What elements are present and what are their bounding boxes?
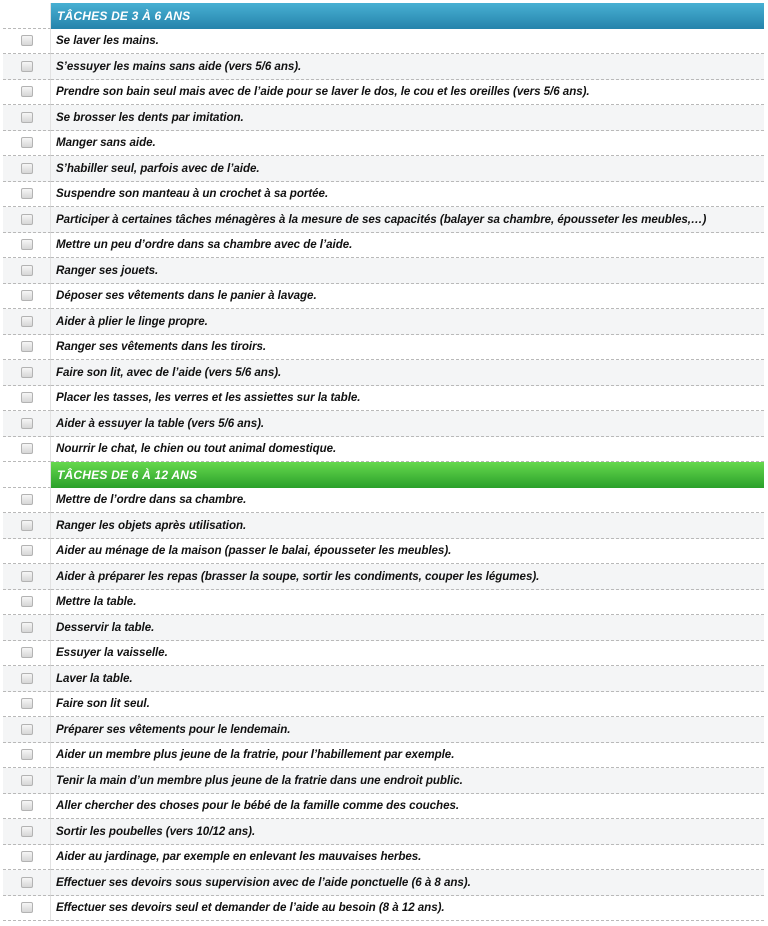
checkbox-cell: [3, 360, 51, 386]
task-label: Effectuer ses devoirs seul et demander de l’aide au besoin (8 à 12 ans).: [51, 896, 764, 922]
task-row: [3, 411, 764, 437]
checkbox-cell: [3, 641, 51, 667]
task-label: Ranger les objets après utilisation.: [51, 513, 764, 539]
section-title: TÂCHES DE 3 À 6 ANS: [51, 3, 764, 29]
checkbox-cell: [3, 870, 51, 896]
task-label: Laver la table.: [51, 666, 764, 692]
task-row: [3, 54, 764, 80]
task-row: [3, 309, 764, 335]
section-title: TÂCHES DE 6 À 12 ANS: [51, 462, 764, 488]
task-label: Effectuer ses devoirs sous supervision avec de l’aide ponctuelle (6 à 8 ans).: [51, 870, 764, 896]
task-checkbox[interactable]: [21, 647, 33, 658]
task-checkbox[interactable]: [21, 851, 33, 862]
task-row: [3, 29, 764, 55]
task-row: [3, 743, 764, 769]
task-row: [3, 207, 764, 233]
task-checkbox[interactable]: [21, 571, 33, 582]
checkbox-cell: [3, 615, 51, 641]
task-row: [3, 488, 764, 514]
task-row: [3, 692, 764, 718]
task-label: Manger sans aide.: [51, 131, 764, 157]
checkbox-cell: [3, 284, 51, 310]
task-row: [3, 258, 764, 284]
task-label: Se brosser les dents par imitation.: [51, 105, 764, 131]
task-label: Ranger ses vêtements dans les tiroirs.: [51, 335, 764, 361]
task-checkbox[interactable]: [21, 341, 33, 352]
checkbox-cell: [3, 488, 51, 514]
task-checkbox[interactable]: [21, 494, 33, 505]
task-checkbox[interactable]: [21, 316, 33, 327]
task-row: [3, 360, 764, 386]
task-label: Mettre la table.: [51, 590, 764, 616]
task-row: [3, 437, 764, 463]
task-label: Placer les tasses, les verres et les assiettes sur la table.: [51, 386, 764, 412]
task-list: [3, 488, 764, 922]
task-checkbox[interactable]: [21, 367, 33, 378]
task-row: [3, 156, 764, 182]
task-checkbox[interactable]: [21, 622, 33, 633]
task-row: [3, 233, 764, 259]
task-label: Aider à préparer les repas (brasser la soupe, sortir les condiments, couper les légumes).: [51, 564, 764, 590]
task-row: [3, 182, 764, 208]
section-header: [3, 3, 764, 29]
task-label: Faire son lit, avec de l’aide (vers 5/6 ans).: [51, 360, 764, 386]
task-list: [3, 29, 764, 463]
task-checkbox[interactable]: [21, 673, 33, 684]
checkbox-cell: [3, 896, 51, 922]
task-checkbox[interactable]: [21, 698, 33, 709]
task-checkbox[interactable]: [21, 749, 33, 760]
task-checkbox[interactable]: [21, 163, 33, 174]
task-label: S’essuyer les mains sans aide (vers 5/6 ans).: [51, 54, 764, 80]
checkbox-cell: [3, 717, 51, 743]
checkbox-cell: [3, 768, 51, 794]
task-row: [3, 564, 764, 590]
task-checkbox[interactable]: [21, 877, 33, 888]
task-checkbox[interactable]: [21, 35, 33, 46]
task-label: Se laver les mains.: [51, 29, 764, 55]
task-checkbox[interactable]: [21, 724, 33, 735]
checkbox-cell: [3, 666, 51, 692]
task-label: Aider à essuyer la table (vers 5/6 ans).: [51, 411, 764, 437]
task-row: [3, 386, 764, 412]
checkbox-cell: [3, 819, 51, 845]
task-row: [3, 131, 764, 157]
checkbox-cell: [3, 539, 51, 565]
task-checkbox[interactable]: [21, 239, 33, 250]
task-row: [3, 335, 764, 361]
task-checkbox[interactable]: [21, 61, 33, 72]
task-checkbox[interactable]: [21, 443, 33, 454]
checkbox-cell: [3, 54, 51, 80]
chore-checklist: [3, 3, 764, 921]
task-label: Tenir la main d’un membre plus jeune de la fratrie dans une endroit public.: [51, 768, 764, 794]
task-checkbox[interactable]: [21, 112, 33, 123]
checkbox-cell: [3, 258, 51, 284]
task-label: Suspendre son manteau à un crochet à sa portée.: [51, 182, 764, 208]
checkbox-cell: [3, 692, 51, 718]
task-row: [3, 870, 764, 896]
checkbox-cell: [3, 309, 51, 335]
task-label: Mettre de l’ordre dans sa chambre.: [51, 488, 764, 514]
task-label: Déposer ses vêtements dans le panier à lavage.: [51, 284, 764, 310]
task-checkbox[interactable]: [21, 392, 33, 403]
task-label: Ranger ses jouets.: [51, 258, 764, 284]
task-checkbox[interactable]: [21, 214, 33, 225]
header-spacer: [3, 3, 51, 29]
task-row: [3, 794, 764, 820]
task-checkbox[interactable]: [21, 596, 33, 607]
header-spacer: [3, 462, 51, 488]
task-label: Nourrir le chat, le chien ou tout animal domestique.: [51, 437, 764, 463]
task-label: Mettre un peu d’ordre dans sa chambre avec de l’aide.: [51, 233, 764, 259]
checkbox-cell: [3, 182, 51, 208]
section-header: [3, 462, 764, 488]
task-label: Aider au jardinage, par exemple en enlevant les mauvaises herbes.: [51, 845, 764, 871]
task-label: Desservir la table.: [51, 615, 764, 641]
task-checkbox[interactable]: [21, 265, 33, 276]
task-checkbox[interactable]: [21, 800, 33, 811]
task-row: [3, 513, 764, 539]
task-label: Aller chercher des choses pour le bébé de la famille comme des couches.: [51, 794, 764, 820]
task-row: [3, 845, 764, 871]
checkbox-cell: [3, 156, 51, 182]
task-row: [3, 105, 764, 131]
task-checkbox[interactable]: [21, 826, 33, 837]
task-row: [3, 641, 764, 667]
checkbox-cell: [3, 335, 51, 361]
checkbox-cell: [3, 411, 51, 437]
section-3-6: [3, 3, 764, 462]
checkbox-cell: [3, 437, 51, 463]
section-6-12: [3, 462, 764, 921]
checkbox-cell: [3, 513, 51, 539]
task-checkbox[interactable]: [21, 520, 33, 531]
task-checkbox[interactable]: [21, 775, 33, 786]
task-label: Essuyer la vaisselle.: [51, 641, 764, 667]
task-label: Faire son lit seul.: [51, 692, 764, 718]
task-label: Aider un membre plus jeune de la fratrie, pour l’habillement par exemple.: [51, 743, 764, 769]
task-label: Aider à plier le linge propre.: [51, 309, 764, 335]
task-checkbox[interactable]: [21, 418, 33, 429]
checkbox-cell: [3, 29, 51, 55]
task-row: [3, 717, 764, 743]
task-row: [3, 284, 764, 310]
task-checkbox[interactable]: [21, 545, 33, 556]
checkbox-cell: [3, 743, 51, 769]
task-row: [3, 590, 764, 616]
task-row: [3, 80, 764, 106]
checkbox-cell: [3, 845, 51, 871]
task-label: Préparer ses vêtements pour le lendemain.: [51, 717, 764, 743]
task-row: [3, 896, 764, 922]
task-label: Sortir les poubelles (vers 10/12 ans).: [51, 819, 764, 845]
task-checkbox[interactable]: [21, 86, 33, 97]
checkbox-cell: [3, 794, 51, 820]
task-row: [3, 539, 764, 565]
task-row: [3, 819, 764, 845]
task-row: [3, 768, 764, 794]
task-checkbox[interactable]: [21, 188, 33, 199]
task-label: Participer à certaines tâches ménagères à la mesure de ses capacités (balayer sa chambre, épousseter les meubles,…): [51, 207, 764, 233]
task-row: [3, 666, 764, 692]
task-label: Aider au ménage de la maison (passer le balai, épousseter les meubles).: [51, 539, 764, 565]
task-label: Prendre son bain seul mais avec de l’aide pour se laver le dos, le cou et les oreilles (vers 5/6 ans).: [51, 80, 764, 106]
checkbox-cell: [3, 386, 51, 412]
task-checkbox[interactable]: [21, 290, 33, 301]
task-row: [3, 615, 764, 641]
task-label: S’habiller seul, parfois avec de l’aide.: [51, 156, 764, 182]
checkbox-cell: [3, 207, 51, 233]
task-checkbox[interactable]: [21, 902, 33, 913]
checkbox-cell: [3, 233, 51, 259]
task-checkbox[interactable]: [21, 137, 33, 148]
checkbox-cell: [3, 564, 51, 590]
checkbox-cell: [3, 590, 51, 616]
checkbox-cell: [3, 80, 51, 106]
checkbox-cell: [3, 105, 51, 131]
checkbox-cell: [3, 131, 51, 157]
